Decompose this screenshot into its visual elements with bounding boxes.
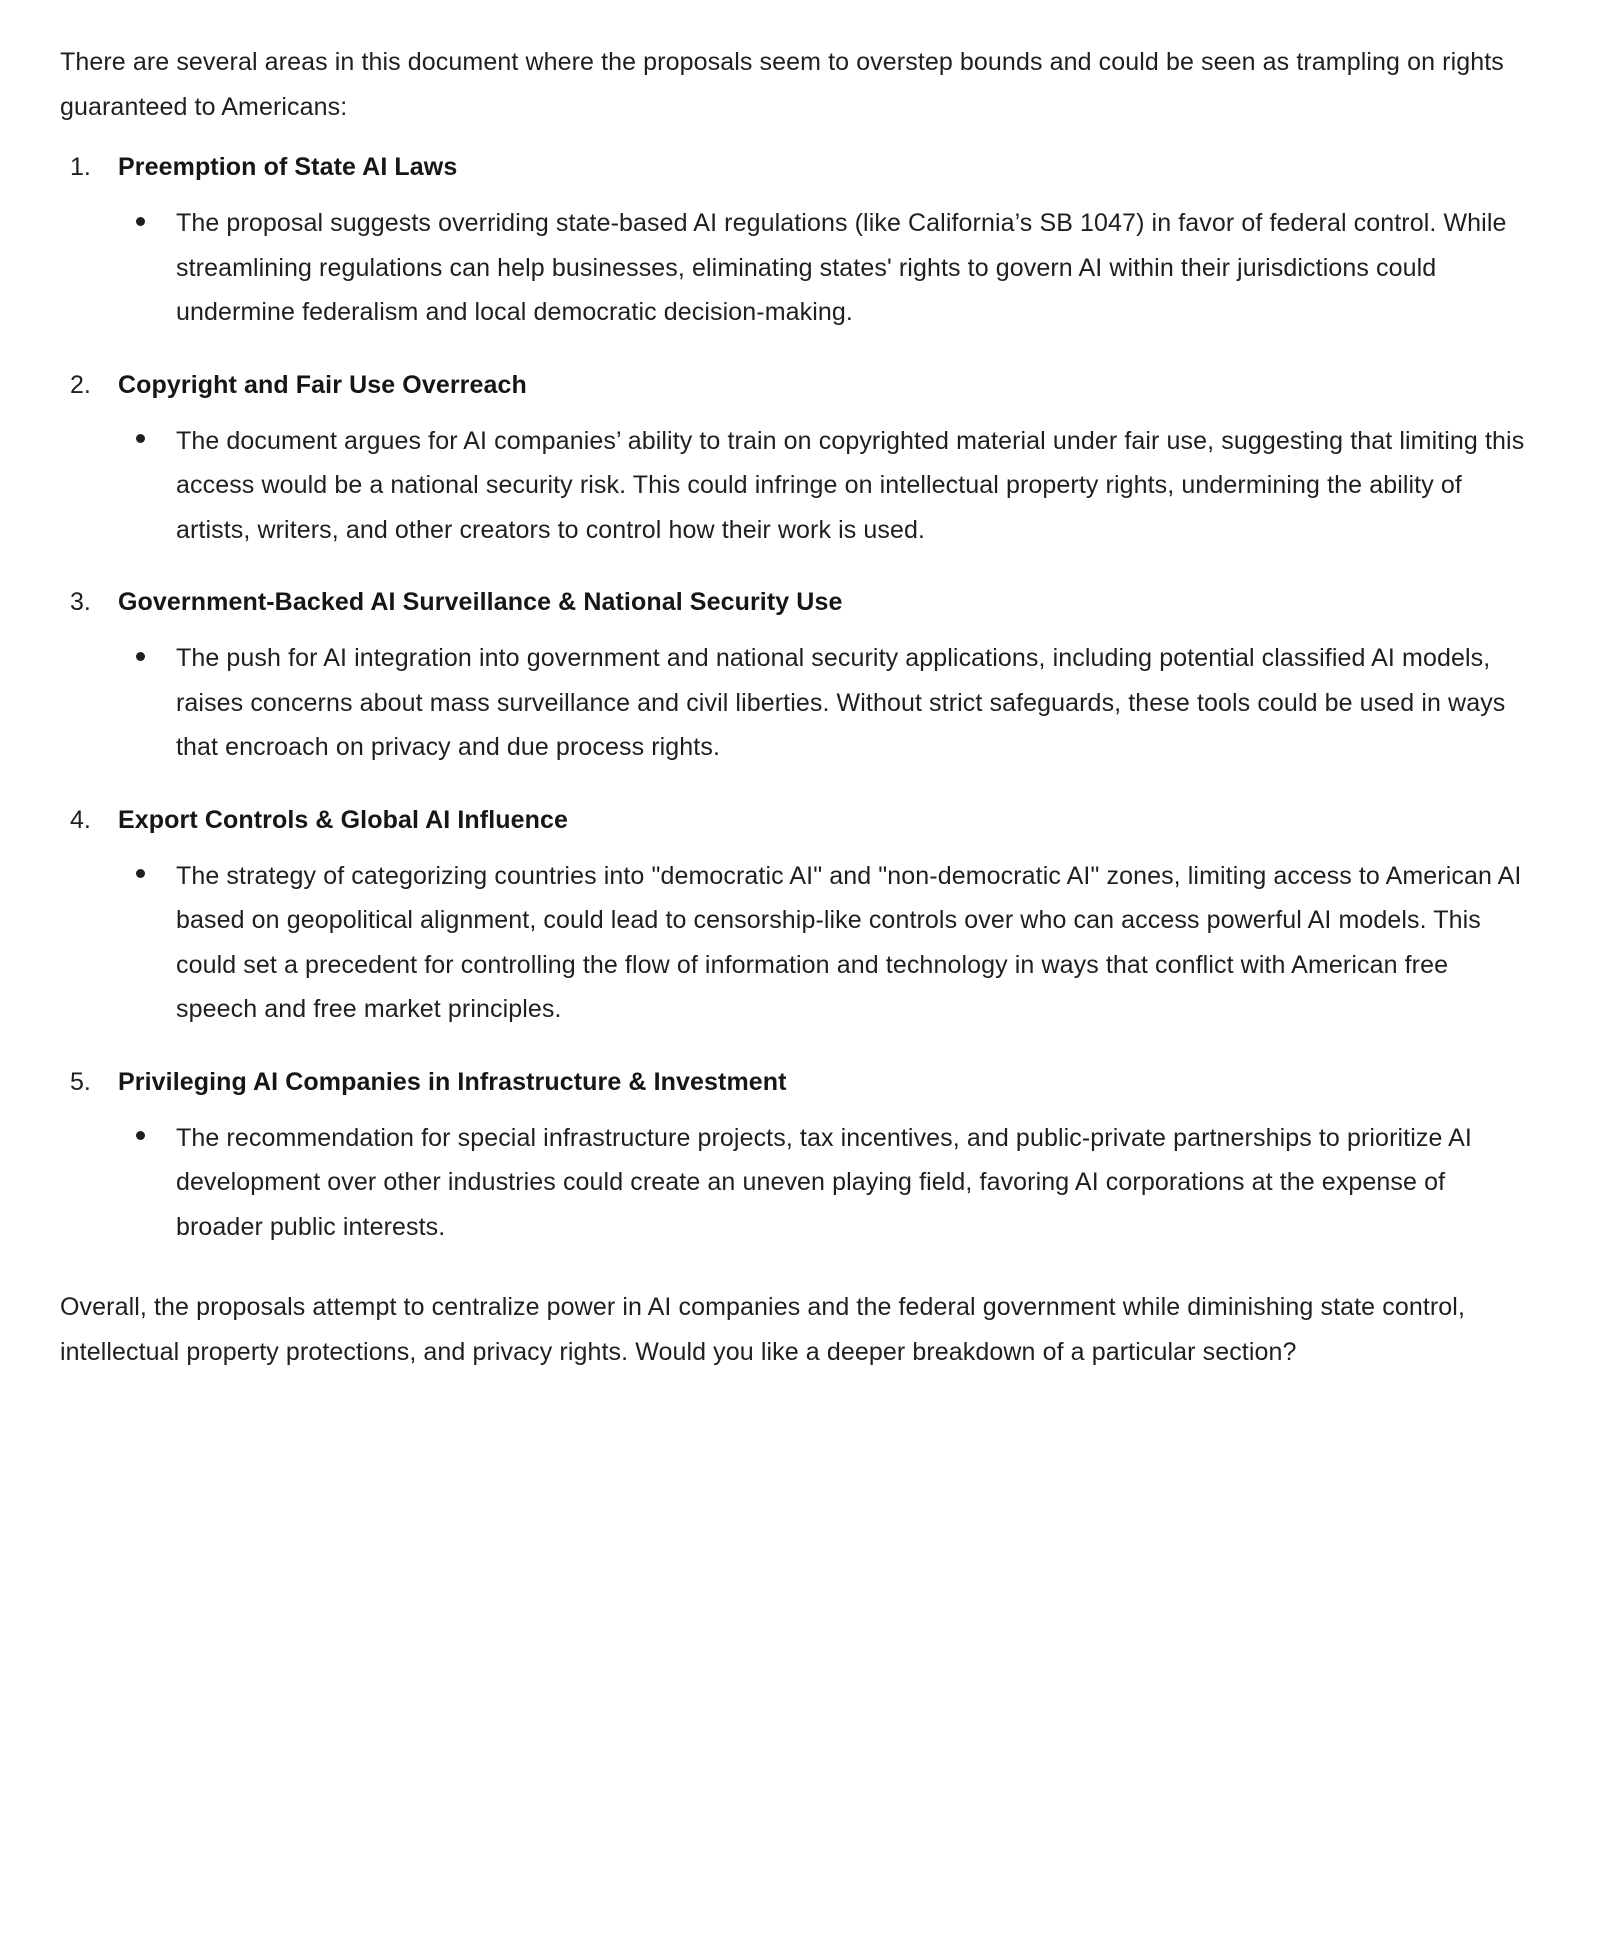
bullet-list-item — [118, 201, 1530, 335]
bullet-dot-icon — [136, 434, 145, 443]
list-item — [60, 800, 1530, 1032]
bullet-text: The recommendation for special infrastructure projects, tax incentives, and public-private partnerships to prioritize AI development over other industries could create an uneven playing field, favoring AI corporations at the expense of broader public interests. — [176, 1123, 1472, 1241]
bullet-list-item — [118, 419, 1530, 553]
bullet-text: The document argues for AI companies’ ability to train on copyrighted material under fair use, suggesting that limiting this access would be a national security risk. This could infringe on intellectual property rights, undermining the ability of artists, writers, and other creators to control how their work is used. — [176, 426, 1525, 544]
list-item — [60, 147, 1530, 335]
list-item — [60, 365, 1530, 553]
bullet-list — [118, 201, 1530, 335]
bullet-list — [118, 419, 1530, 553]
bullet-text: The push for AI integration into government and national security applications, including potential classified AI models, raises concerns about mass surveillance and civil liberties. Without strict safeguards, these tools could be used in ways that encroach on privacy and due process rights. — [176, 644, 1506, 761]
list-item-title: Copyright and Fair Use Overreach — [118, 370, 527, 399]
list-item-number: 1. — [70, 153, 91, 181]
bullet-dot-icon — [136, 869, 145, 878]
bullet-list-item — [118, 854, 1530, 1032]
bullet-list — [118, 854, 1530, 1032]
list-item-title: Preemption of State AI Laws — [118, 153, 458, 181]
bullet-list — [118, 636, 1530, 770]
list-item-title: Government-Backed AI Surveillance & National Security Use — [118, 588, 843, 616]
closing-paragraph: Overall, the proposals attempt to centralize power in AI companies and the federal government while diminishing state control, intellectual property protections, and privacy rights. Would you like a deeper breakdown of a particular section? — [60, 1293, 1466, 1366]
bullet-dot-icon — [136, 217, 145, 226]
list-item-title: Privileging AI Companies in Infrastructure & Investment — [118, 1067, 787, 1096]
list-item — [60, 1062, 1530, 1250]
bullet-dot-icon — [136, 1131, 145, 1140]
bullet-dot-icon — [136, 652, 145, 661]
list-item-number: 2. — [70, 370, 91, 399]
bullet-text: The proposal suggests overriding state-based AI regulations (like California’s SB 1047) in favor of federal control. While streamlining regulations can help businesses, eliminating states' rights to govern AI within their jurisdictions could undermine federalism and local democratic decision-making. — [176, 209, 1507, 326]
list-item-title: Export Controls & Global AI Influence — [118, 805, 569, 834]
list-item-number: 4. — [70, 805, 91, 834]
bullet-list-item — [118, 1116, 1530, 1250]
numbered-list — [60, 147, 1530, 1249]
bullet-text: The strategy of categorizing countries into "democratic AI" and "non-democratic AI" zones, limiting access to American AI based on geopolitical alignment, could lead to censorship-like controls over who can access powerful AI models. This could set a precedent for controlling the flow of information and technology in ways that conflict with American free speech and free market principles. — [176, 861, 1522, 1023]
intro-paragraph: There are several areas in this document where the proposals seem to overstep bounds and could be seen as trampling on rights guaranteed to Americans: — [60, 48, 1504, 121]
list-item-number: 5. — [70, 1067, 91, 1096]
list-item — [60, 582, 1530, 770]
list-item-number: 3. — [70, 588, 91, 616]
bullet-list — [118, 1116, 1530, 1250]
bullet-list-item — [118, 636, 1530, 770]
